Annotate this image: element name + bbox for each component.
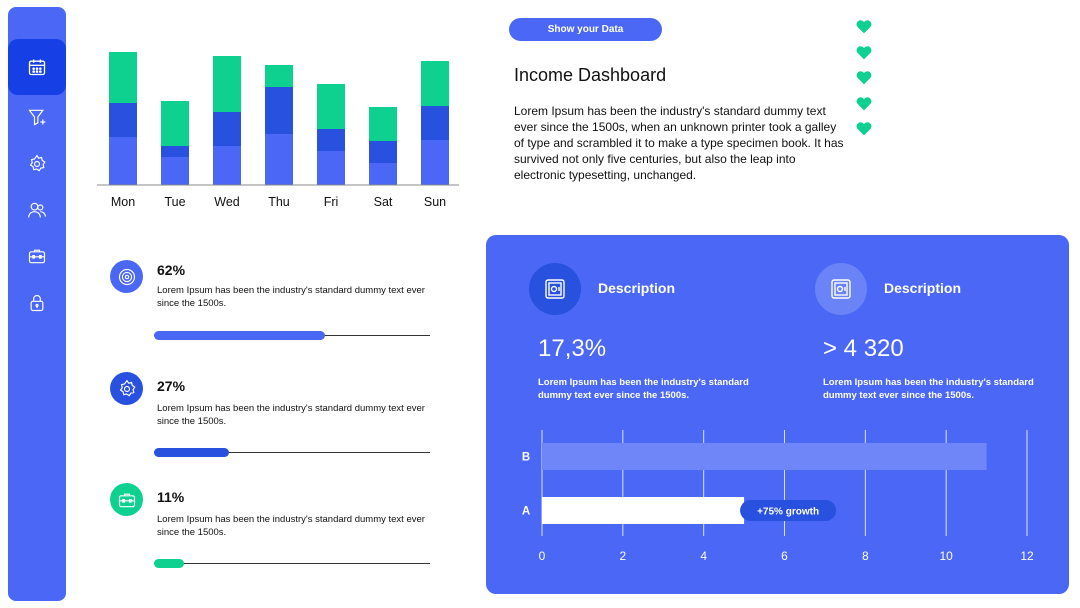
kpi-item — [110, 483, 432, 573]
bar-segment — [421, 61, 449, 106]
target-icon — [117, 267, 137, 287]
kpi-icon-circle — [110, 372, 143, 405]
heart-icon — [856, 97, 872, 111]
page-title: Income Dashboard — [514, 65, 667, 85]
kpi-icon-circle — [110, 260, 143, 293]
kpi-progress-fill — [154, 559, 184, 568]
kpi-item — [110, 372, 432, 462]
bar-segment — [317, 84, 345, 129]
hearts-column — [856, 20, 874, 148]
briefcase-icon — [117, 490, 137, 510]
x-tick-label: 8 — [861, 549, 869, 563]
x-tick-label: Wed — [214, 195, 240, 209]
kpi-description: Lorem Ipsum has been the industry's standard dummy text ever since the 1500s. — [157, 285, 425, 309]
show-data-button[interactable]: Show your Data — [509, 18, 662, 41]
x-tick-label: Fri — [323, 195, 339, 209]
kpi-description: Lorem Ipsum has been the industry's standard dummy text ever since the 1500s. — [157, 514, 425, 538]
y-tick-label: A — [521, 505, 531, 518]
bar-segment — [213, 146, 241, 185]
growth-horizontal-bar-chart — [486, 420, 1069, 570]
bar-segment — [161, 101, 189, 146]
kpi-progress-track — [154, 563, 430, 564]
bar-segment — [265, 87, 293, 134]
kpi-item — [110, 260, 432, 350]
bar-segment — [109, 137, 137, 185]
x-tick-label: 10 — [939, 549, 953, 563]
description-text: Lorem Ipsum has been the industry's standard dummy text ever since the 1500s. — [538, 377, 749, 401]
users-icon — [27, 200, 47, 220]
bar-segment — [317, 151, 345, 185]
sidebar-item-calendar[interactable] — [8, 39, 66, 95]
bar — [542, 497, 744, 524]
x-tick-label: Thu — [268, 195, 290, 209]
kpi-percent: 62% — [157, 262, 186, 278]
bar-segment — [213, 56, 241, 112]
sidebar — [8, 7, 66, 601]
kpi-progress-fill — [154, 448, 229, 457]
calendar-icon — [27, 57, 47, 77]
x-tick-label: Sun — [423, 195, 447, 209]
briefcase-icon — [27, 246, 47, 266]
weekly-stacked-bar-chart — [96, 40, 460, 215]
lock-icon — [27, 293, 47, 313]
filter-plus-icon — [27, 107, 47, 127]
x-tick-label: Sat — [373, 195, 393, 209]
gear-icon — [117, 379, 137, 399]
bar-segment — [213, 112, 241, 146]
heart-icon — [856, 71, 872, 85]
bar-segment — [369, 141, 397, 163]
bar-segment — [317, 129, 345, 151]
bar-segment — [421, 140, 449, 185]
bar — [542, 443, 987, 470]
page-description: Lorem Ipsum has been the industry's standard dummy text ever since the 1500s, when an unknown printer took a galley of type and scrambled it to make a type specimen book. It has survived not only five centuries, but also the leap into electronic typesetting, unchanged. — [514, 104, 844, 182]
description-value: 17,3% — [538, 335, 607, 362]
description-icon-circle — [815, 263, 867, 315]
kpi-percent: 11% — [157, 489, 185, 505]
description-icon-circle — [529, 263, 581, 315]
safe-icon — [543, 277, 567, 301]
bar-segment — [265, 65, 293, 87]
heart-icon — [856, 20, 872, 34]
x-tick-label: 6 — [781, 549, 788, 563]
bar-segment — [161, 157, 189, 185]
description-text: Lorem Ipsum has been the industry's standard dummy text ever since the 1500s. — [823, 377, 1034, 401]
y-tick-label: B — [521, 451, 531, 464]
kpi-percent: 27% — [157, 378, 186, 394]
description-label: Description — [598, 280, 676, 296]
gear-icon — [27, 154, 47, 174]
bar-segment — [161, 146, 189, 157]
bar-segment — [265, 134, 293, 185]
kpi-description: Lorem Ipsum has been the industry's standard dummy text ever since the 1500s. — [157, 403, 425, 427]
x-tick-label: Tue — [164, 195, 186, 209]
x-tick-label: 0 — [538, 549, 546, 563]
description-value: > 4 320 — [823, 335, 904, 362]
sidebar-item-lock[interactable] — [8, 275, 66, 331]
bar-segment — [369, 163, 397, 185]
stats-panel — [486, 235, 1069, 594]
x-tick-label: 4 — [700, 549, 708, 563]
description-label: Description — [884, 280, 962, 296]
growth-annotation: +75% growth — [757, 506, 820, 518]
x-tick-label: 12 — [1020, 549, 1034, 563]
bar-segment — [421, 106, 449, 140]
x-tick-label: 2 — [619, 549, 627, 563]
bar-segment — [369, 107, 397, 141]
x-tick-label: Mon — [110, 195, 136, 209]
heart-icon — [856, 122, 872, 136]
safe-icon — [829, 277, 853, 301]
heart-icon — [856, 46, 872, 60]
bar-segment — [109, 103, 137, 137]
bar-segment — [109, 52, 137, 103]
kpi-progress-fill — [154, 331, 325, 340]
kpi-icon-circle — [110, 483, 143, 516]
